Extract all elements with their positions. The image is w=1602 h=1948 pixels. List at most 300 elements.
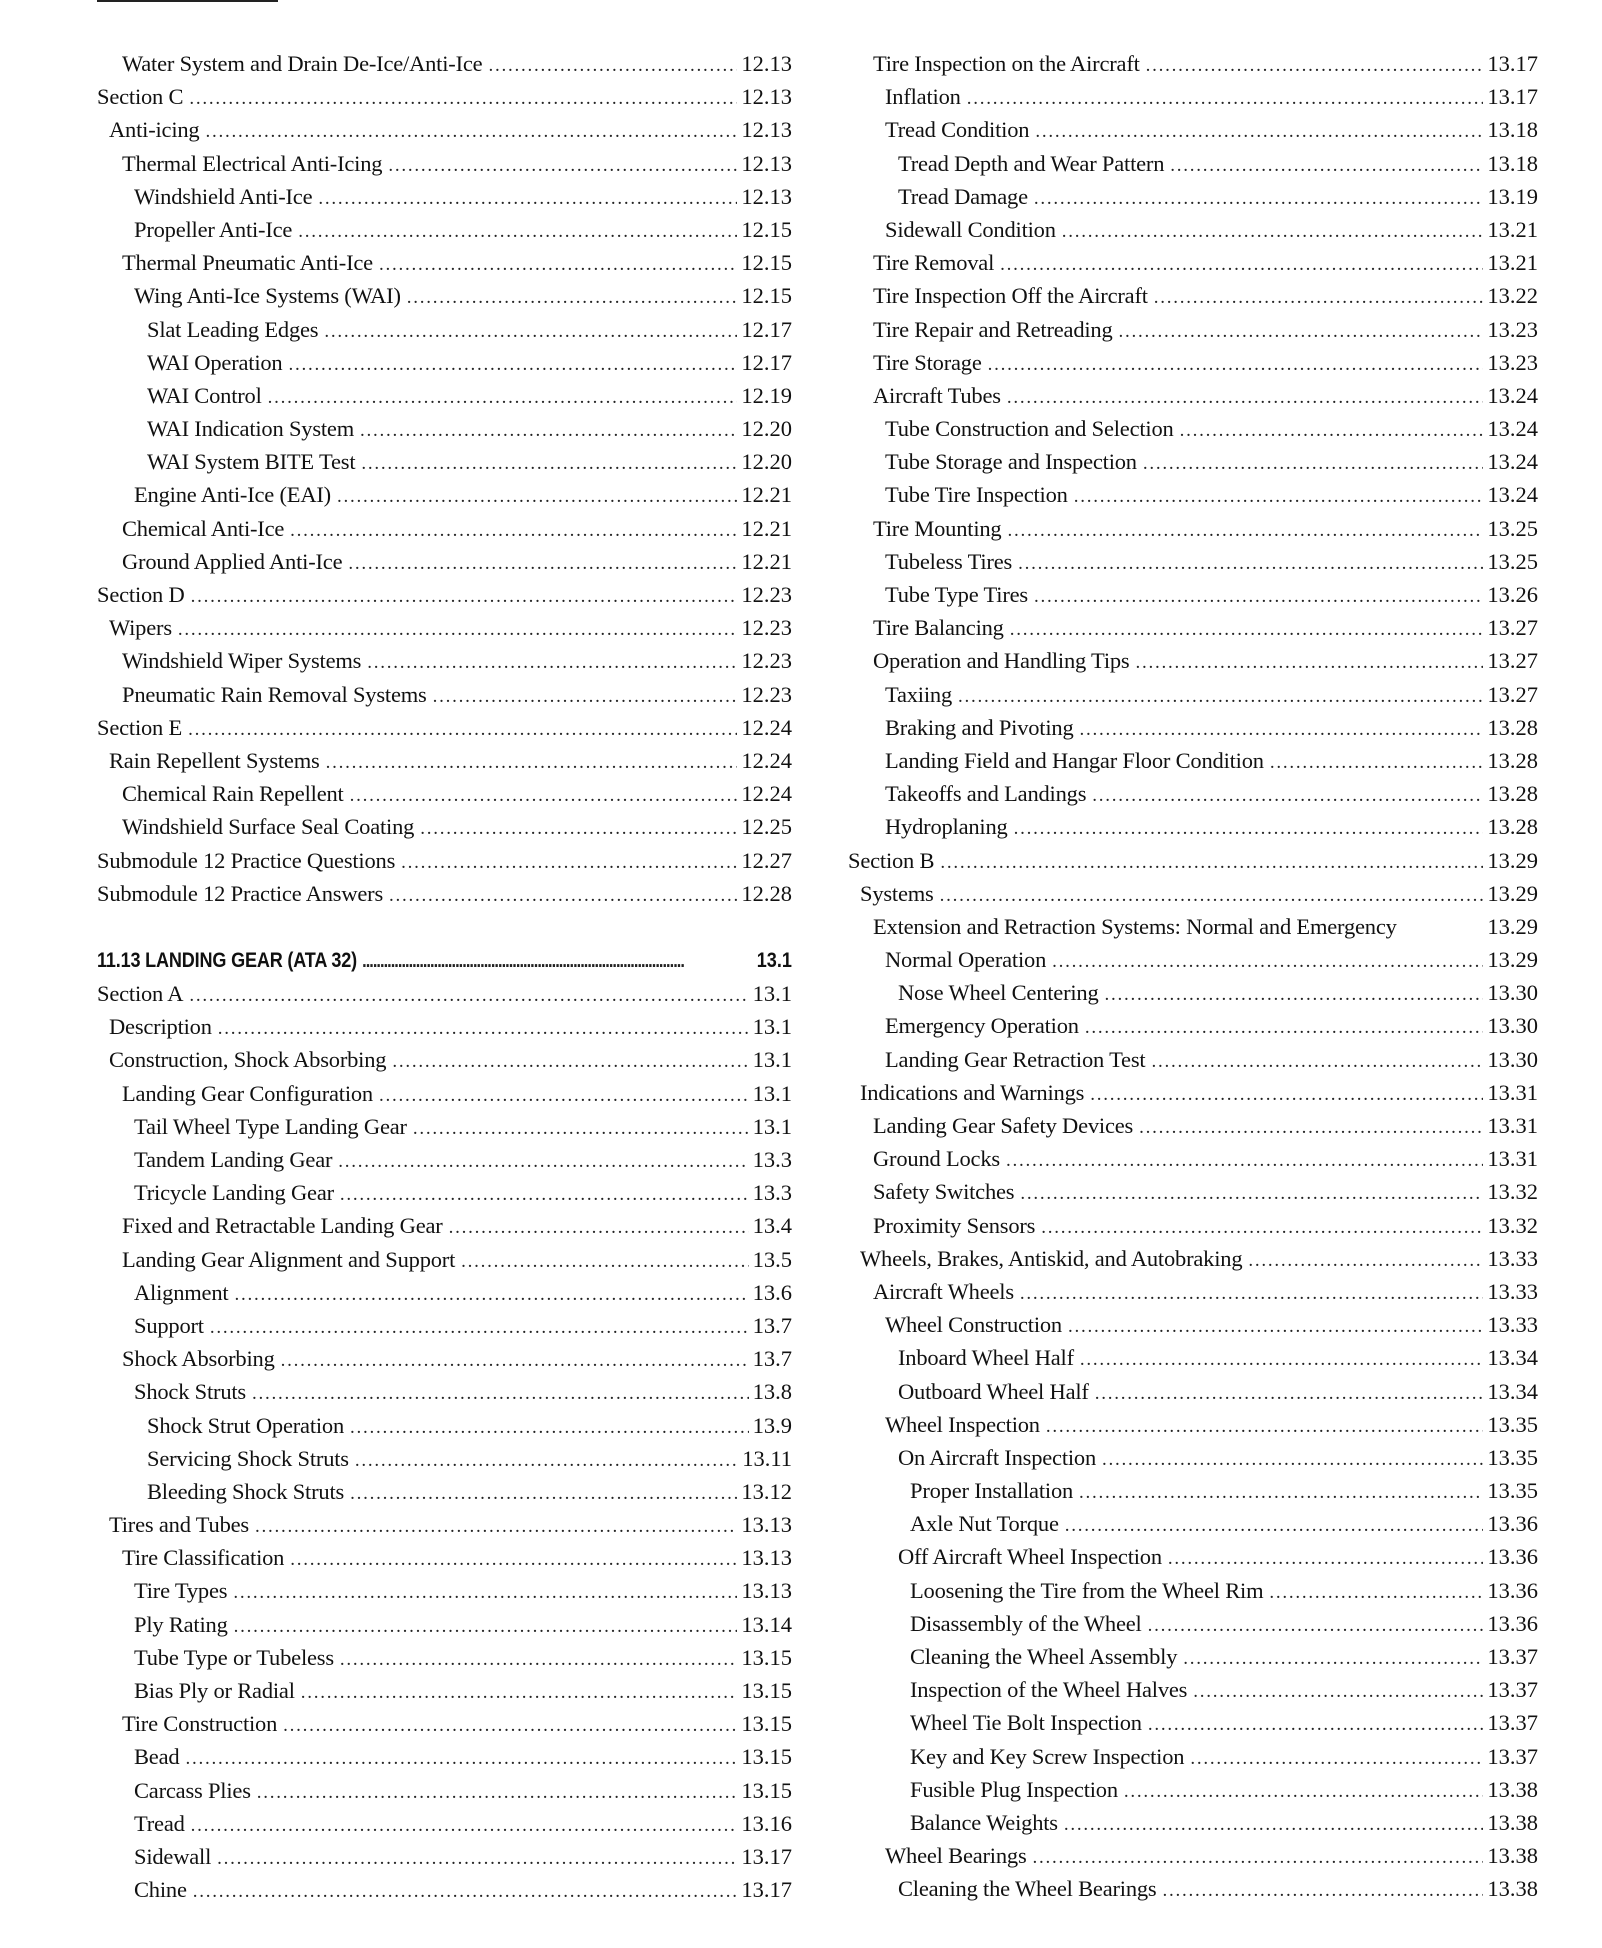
toc-entry[interactable] (848, 1839, 1538, 1872)
dot-leader (389, 879, 737, 912)
toc-entry[interactable] (848, 1607, 1538, 1640)
toc-entry[interactable] (97, 1010, 792, 1043)
toc-entry[interactable] (848, 80, 1538, 113)
toc-entry-page: 12.23 (741, 615, 792, 641)
toc-entry[interactable] (848, 611, 1538, 644)
toc-entry-title: Hydroplaning (885, 814, 1008, 840)
dot-leader (1090, 1078, 1483, 1111)
toc-entry-page: 12.23 (741, 681, 792, 707)
toc-entry[interactable] (848, 1441, 1538, 1474)
dot-leader (1052, 945, 1483, 978)
dot-leader (1000, 248, 1483, 281)
toc-entry-title: Bead (134, 1744, 180, 1770)
toc-entry-page: 13.12 (741, 1478, 792, 1504)
toc-entry-title: Extension and Retraction Systems: Normal and Emergency (873, 913, 1397, 939)
dot-leader (1248, 1244, 1483, 1277)
toc-entry[interactable] (97, 1608, 792, 1641)
toc-entry[interactable] (97, 1740, 792, 1773)
toc-entry[interactable] (848, 1706, 1538, 1739)
toc-entry[interactable] (848, 1375, 1538, 1408)
toc-entry[interactable] (97, 744, 792, 777)
toc-entry-title: Section A (97, 981, 184, 1007)
toc-entry-title: Off Aircraft Wheel Inspection (898, 1544, 1162, 1570)
dot-leader (233, 1576, 737, 1609)
toc-entry[interactable] (97, 412, 792, 445)
toc-entry-page: 12.20 (741, 449, 792, 475)
toc-entry-page: 13.38 (1487, 1843, 1538, 1869)
toc-entry[interactable] (97, 147, 792, 180)
toc-entry[interactable] (848, 678, 1538, 711)
dot-leader (1041, 1211, 1483, 1244)
toc-entry-page: 13.7 (752, 1346, 792, 1372)
toc-entry[interactable] (97, 1209, 792, 1242)
toc-entry[interactable] (97, 313, 792, 346)
toc-entry-page: 13.29 (1487, 880, 1538, 906)
toc-entry-title: Tube Storage and Inspection (885, 449, 1137, 475)
toc-entry[interactable] (848, 976, 1538, 1009)
toc-entry-title: Chemical Rain Repellent (122, 781, 344, 807)
toc-entry[interactable] (848, 1806, 1538, 1839)
toc-entry[interactable] (97, 346, 792, 379)
toc-entry[interactable] (97, 1840, 792, 1873)
toc-entry-title: Inboard Wheel Half (898, 1345, 1074, 1371)
toc-entry-title: Fusible Plug Inspection (910, 1776, 1118, 1802)
toc-entry[interactable] (848, 1408, 1538, 1441)
dot-leader (1034, 182, 1484, 215)
toc-entry-title: Tire Repair and Retreading (873, 316, 1113, 342)
toc-entry-page: 13.35 (1487, 1411, 1538, 1437)
dot-leader (1170, 149, 1483, 182)
dot-leader (1092, 779, 1483, 812)
dot-leader (298, 215, 737, 248)
toc-entry-page: 13.1 (752, 981, 792, 1007)
toc-entry[interactable] (97, 180, 792, 213)
toc-entry[interactable] (97, 478, 792, 511)
toc-entry[interactable] (848, 346, 1538, 379)
toc-entry[interactable] (848, 810, 1538, 843)
dot-leader (1183, 1642, 1483, 1675)
dot-leader (1080, 1343, 1483, 1376)
dot-leader (1020, 1277, 1483, 1310)
toc-entry-page: 13.15 (741, 1644, 792, 1670)
toc-entry-page: 13.17 (741, 1843, 792, 1869)
dot-leader (301, 1676, 738, 1709)
toc-entry-page: 13.11 (742, 1445, 792, 1471)
toc-entry[interactable] (848, 1009, 1538, 1042)
dot-leader (268, 381, 738, 414)
toc-entry-page: 13.5 (752, 1246, 792, 1272)
toc-entry-page: 13.30 (1487, 1046, 1538, 1072)
toc-entry-title: Shock Struts (134, 1379, 246, 1405)
toc-entry-title: Tires and Tubes (109, 1512, 249, 1538)
dot-leader (185, 1742, 737, 1775)
dot-leader (1080, 713, 1484, 746)
toc-entry-title: Landing Gear Alignment and Support (122, 1246, 456, 1272)
toc-entry[interactable] (97, 877, 792, 910)
dot-leader (392, 1045, 748, 1078)
toc-entry-title: Landing Gear Retraction Test (885, 1046, 1146, 1072)
toc-entry-title: Ply Rating (134, 1611, 228, 1637)
toc-entry[interactable] (848, 1175, 1538, 1208)
toc-entry[interactable] (97, 1375, 792, 1408)
toc-entry-title: Tire Removal (873, 250, 995, 276)
toc-entry-title: Windshield Anti-Ice (134, 183, 313, 209)
toc-entry[interactable] (97, 777, 792, 810)
toc-entry[interactable] (848, 478, 1538, 511)
toc-entry[interactable] (97, 1309, 792, 1342)
toc-entry[interactable] (97, 1541, 792, 1574)
dot-leader (340, 1178, 749, 1211)
toc-entry-title: Loosening the Tire from the Wheel Rim (910, 1577, 1264, 1603)
toc-entry[interactable] (97, 80, 792, 113)
toc-entry-page: 13.29 (1487, 847, 1538, 873)
toc-entry-title: Axle Nut Torque (910, 1511, 1059, 1537)
dot-leader (338, 1145, 748, 1178)
toc-entry-page: 13.30 (1487, 980, 1538, 1006)
toc-entry[interactable] (848, 512, 1538, 545)
toc-entry[interactable] (848, 1076, 1538, 1109)
toc-entry[interactable] (97, 1873, 792, 1906)
dot-leader (337, 480, 737, 513)
toc-entry[interactable] (848, 1574, 1538, 1607)
toc-entry-page: 13.28 (1487, 714, 1538, 740)
toc-entry[interactable] (97, 1674, 792, 1707)
toc-entry[interactable] (97, 1176, 792, 1209)
toc-entry[interactable] (97, 977, 792, 1010)
toc-entry-title: Wheels, Brakes, Antiskid, and Autobraking (860, 1245, 1243, 1271)
toc-entry-page: 13.38 (1487, 1809, 1538, 1835)
dot-leader (191, 1809, 738, 1842)
toc-entry-title: Proper Installation (910, 1478, 1074, 1504)
toc-entry-page: 12.21 (741, 515, 792, 541)
toc-entry-title: Tire Storage (873, 349, 982, 375)
toc-entry[interactable] (97, 1342, 792, 1375)
toc-entry-page: 13.15 (741, 1678, 792, 1703)
toc-entry[interactable] (848, 147, 1538, 180)
chapter-heading[interactable] (97, 944, 792, 977)
dot-leader (401, 846, 737, 879)
toc-entry-title: On Aircraft Inspection (898, 1444, 1097, 1470)
toc-entry[interactable] (848, 1540, 1538, 1573)
toc-entry[interactable] (848, 113, 1538, 146)
toc-entry[interactable] (848, 379, 1538, 412)
toc-entry-page: 13.36 (1487, 1544, 1538, 1570)
toc-entry-page: 13.37 (1487, 1644, 1538, 1669)
toc-entry-title: Ground Applied Anti-Ice (122, 548, 343, 574)
toc-entry-page: 13.21 (1487, 216, 1538, 242)
dot-leader (1269, 1576, 1483, 1609)
toc-entry-title: Windshield Wiper Systems (122, 648, 362, 674)
toc-entry-title: Chemical Anti-Ice (122, 515, 285, 541)
toc-entry[interactable] (97, 1409, 792, 1442)
toc-entry[interactable] (848, 445, 1538, 478)
toc-entry[interactable] (97, 1641, 792, 1674)
toc-entry-page: 13.31 (1487, 1146, 1538, 1172)
toc-entry[interactable] (848, 844, 1538, 877)
toc-entry-title: Section E (97, 714, 183, 740)
toc-entry[interactable] (97, 1807, 792, 1840)
dot-leader (283, 1709, 737, 1742)
toc-entry-page: 13.14 (741, 1611, 792, 1637)
toc-entry[interactable] (97, 644, 792, 677)
toc-entry[interactable] (97, 113, 792, 146)
toc-entry-page: 13.3 (752, 1147, 792, 1172)
toc-entry-page: 12.13 (741, 117, 792, 143)
toc-entry[interactable] (848, 1773, 1538, 1806)
toc-entry-page: 13.29 (1487, 913, 1538, 939)
toc-entry-page: 13.29 (1487, 947, 1538, 973)
dot-leader (1124, 1775, 1483, 1808)
toc-entry[interactable] (97, 1508, 792, 1541)
toc-entry-page: 12.24 (741, 747, 792, 773)
toc-entry-title: Safety Switches (873, 1179, 1015, 1205)
dot-leader (257, 1776, 738, 1809)
toc-entry[interactable] (97, 611, 792, 644)
toc-entry[interactable] (97, 545, 792, 578)
toc-entry-title: Cleaning the Wheel Assembly (910, 1644, 1178, 1669)
dot-leader (210, 1311, 749, 1344)
toc-entry[interactable] (97, 1143, 792, 1176)
toc-entry-page: 13.15 (741, 1744, 792, 1770)
toc-entry-title: Wheel Construction (885, 1312, 1062, 1338)
toc-entry-page: 12.27 (741, 847, 792, 873)
toc-entry-title: Cleaning the Wheel Bearings (898, 1876, 1157, 1902)
toc-entry[interactable] (97, 512, 792, 545)
toc-entry[interactable] (848, 711, 1538, 744)
toc-entry[interactable] (848, 943, 1538, 976)
toc-entry-title: Tail Wheel Type Landing Gear (134, 1113, 407, 1139)
toc-entry[interactable] (848, 545, 1538, 578)
toc-entry-title: WAI Operation (147, 349, 283, 375)
toc-entry[interactable] (848, 877, 1538, 910)
toc-entry[interactable] (97, 1442, 792, 1475)
dot-leader (379, 248, 737, 281)
toc-entry[interactable] (848, 246, 1538, 279)
toc-entry-title: Tube Type Tires (885, 582, 1028, 607)
toc-entry[interactable] (848, 1474, 1538, 1507)
toc-entry[interactable] (848, 313, 1538, 346)
dot-leader (1079, 1476, 1483, 1509)
toc-entry-page: 13.36 (1487, 1511, 1538, 1537)
toc-entry-title: Wheel Inspection (885, 1411, 1040, 1437)
toc-entry-title: Wheel Tie Bolt Inspection (910, 1710, 1142, 1736)
toc-entry[interactable] (848, 213, 1538, 246)
toc-entry[interactable] (97, 1077, 792, 1110)
toc-entry-page: 13.34 (1487, 1378, 1538, 1404)
toc-entry-title: Inspection of the Wheel Halves (910, 1677, 1188, 1703)
dot-leader (1074, 480, 1484, 513)
toc-entry[interactable] (97, 711, 792, 744)
toc-entry-page: 13.27 (1487, 648, 1538, 674)
toc-entry-title: Sidewall Condition (885, 216, 1056, 242)
dot-leader (1062, 215, 1484, 248)
toc-entry-page: 13.30 (1487, 1013, 1538, 1039)
toc-entry[interactable] (97, 279, 792, 312)
dot-leader (1064, 1808, 1484, 1841)
toc-entry[interactable] (97, 844, 792, 877)
toc-entry-page: 12.13 (741, 84, 792, 110)
dot-leader (420, 812, 737, 845)
toc-entry[interactable] (97, 1475, 792, 1508)
header-rule (97, 0, 278, 2)
toc-entry-title: Aircraft Wheels (873, 1278, 1014, 1304)
dot-leader (1006, 1144, 1483, 1177)
toc-entry-title: Inflation (885, 84, 961, 110)
toc-entry-page: 13.15 (741, 1711, 792, 1737)
toc-entry-title: Slat Leading Edges (147, 316, 319, 342)
toc-entry[interactable] (97, 445, 792, 478)
toc-entry-page: 12.15 (741, 216, 792, 242)
toc-entry[interactable] (848, 279, 1538, 312)
toc-entry-title: Engine Anti-Ice (EAI) (134, 482, 331, 508)
dot-leader (1148, 1609, 1484, 1642)
toc-entry-title: Section D (97, 582, 185, 607)
toc-entry[interactable] (848, 910, 1538, 943)
toc-entry-page: 13.24 (1487, 482, 1538, 508)
toc-entry[interactable] (848, 1242, 1538, 1275)
toc-entry-title: Submodule 12 Practice Questions (97, 847, 396, 873)
toc-entry[interactable] (848, 1109, 1538, 1142)
toc-entry-title: Tire Mounting (873, 515, 1002, 541)
toc-entry[interactable] (97, 1243, 792, 1276)
toc-entry[interactable] (97, 379, 792, 412)
toc-entry-page: 12.13 (741, 51, 792, 76)
dot-leader (290, 1543, 737, 1576)
toc-entry-title: Carcass Plies (134, 1777, 251, 1803)
dot-leader (1007, 381, 1484, 414)
toc-entry[interactable] (97, 1110, 792, 1143)
toc-entry-title: Pneumatic Rain Removal Systems (122, 681, 427, 707)
toc-entry-page: 13.21 (1487, 250, 1538, 276)
toc-entry-title: Water System and Drain De-Ice/Anti-Ice (122, 51, 483, 76)
toc-entry-page: 13.26 (1487, 582, 1538, 607)
toc-entry[interactable] (848, 412, 1538, 445)
dot-leader (1135, 646, 1483, 679)
toc-left-list-after-heading (97, 977, 792, 1906)
toc-entry-page: 12.17 (741, 316, 792, 342)
dot-leader (217, 1842, 737, 1875)
dot-leader (362, 945, 753, 978)
toc-entry-title: Tire Types (134, 1578, 228, 1604)
toc-entry[interactable] (97, 1774, 792, 1807)
toc-entry-page: 13.34 (1487, 1345, 1538, 1371)
toc-entry[interactable] (848, 644, 1538, 677)
toc-entry-page: 13.17 (1487, 51, 1538, 76)
toc-entry[interactable] (848, 1209, 1538, 1242)
dot-leader (191, 580, 738, 613)
toc-entry-title: Rain Repellent Systems (109, 747, 320, 773)
toc-entry-page: 13.33 (1487, 1278, 1538, 1304)
toc-entry-title: Section C (97, 84, 184, 110)
toc-entry-page: 13.23 (1487, 349, 1538, 375)
toc-entry[interactable] (848, 1872, 1538, 1905)
toc-entry-title: WAI System BITE Test (147, 449, 356, 475)
toc-entry[interactable] (848, 578, 1538, 611)
toc-entry[interactable] (848, 1275, 1538, 1308)
toc-entry[interactable] (97, 213, 792, 246)
toc-entry-title: Alignment (134, 1279, 229, 1305)
toc-entry[interactable] (848, 1740, 1538, 1773)
toc-entry-page: 13.32 (1487, 1179, 1538, 1205)
toc-entry-title: Landing Field and Hangar Floor Condition (885, 747, 1264, 773)
toc-entry[interactable] (848, 1142, 1538, 1175)
dot-leader (413, 1112, 749, 1145)
toc-entry-title: Thermal Pneumatic Anti-Ice (122, 250, 373, 276)
dot-leader (1270, 746, 1484, 779)
toc-entry-page: 13.13 (741, 1578, 792, 1604)
toc-entry-title: Tire Classification (122, 1545, 285, 1571)
toc-entry[interactable] (97, 810, 792, 843)
toc-entry[interactable] (97, 246, 792, 279)
dot-leader (188, 713, 737, 746)
toc-entry-title: Landing Gear Configuration (122, 1080, 373, 1106)
dot-leader (449, 1211, 749, 1244)
toc-entry[interactable] (848, 1341, 1538, 1374)
dot-leader (1168, 1542, 1483, 1575)
toc-entry-title: Tube Tire Inspection (885, 482, 1068, 508)
toc-entry[interactable] (97, 47, 792, 80)
toc-entry-page: 12.24 (741, 714, 792, 740)
dot-leader (318, 182, 737, 215)
dot-leader (1105, 978, 1484, 1011)
toc-entry[interactable] (97, 1276, 792, 1309)
toc-entry-page: 13.1 (752, 1014, 792, 1040)
toc-entry-title: Submodule 12 Practice Answers (97, 880, 384, 906)
toc-entry[interactable] (848, 1673, 1538, 1706)
toc-entry-page: 13.36 (1487, 1577, 1538, 1603)
toc-entry-title: Tread Depth and Wear Pattern (898, 150, 1165, 176)
toc-entry[interactable] (848, 744, 1538, 777)
toc-entry-title: WAI Control (147, 382, 262, 408)
toc-entry[interactable] (848, 777, 1538, 810)
dot-leader (1046, 1410, 1484, 1443)
toc-entry[interactable] (97, 578, 792, 611)
dot-leader (1035, 115, 1483, 148)
toc-entry-title: Servicing Shock Struts (147, 1445, 349, 1471)
dot-leader (361, 447, 737, 480)
toc-entry[interactable] (97, 1043, 792, 1076)
toc-entry[interactable] (848, 1308, 1538, 1341)
dot-leader (967, 82, 1484, 115)
dot-leader (1034, 580, 1483, 613)
toc-right-list (848, 47, 1538, 1906)
dot-leader (288, 348, 737, 381)
toc-entry[interactable] (97, 1574, 792, 1607)
toc-entry[interactable] (97, 678, 792, 711)
toc-entry-page: 13.16 (741, 1810, 792, 1836)
dot-leader (350, 1411, 749, 1444)
chapter-heading-title: 11.13 LANDING GEAR (ATA 32) (97, 948, 357, 972)
toc-entry[interactable] (848, 1507, 1538, 1540)
toc-entry-page: 13.37 (1487, 1677, 1538, 1703)
toc-entry-page: 13.35 (1487, 1444, 1538, 1470)
toc-entry[interactable] (848, 1043, 1538, 1076)
toc-entry-title: Emergency Operation (885, 1013, 1079, 1039)
toc-entry-title: Systems (860, 880, 934, 906)
toc-entry[interactable] (848, 47, 1538, 80)
toc-entry[interactable] (848, 180, 1538, 213)
toc-entry-title: Takeoffs and Landings (885, 781, 1087, 807)
dot-leader (940, 879, 1484, 912)
toc-entry-title: Tread (134, 1810, 185, 1836)
dot-leader (1143, 447, 1484, 480)
dot-leader (324, 315, 737, 348)
toc-entry[interactable] (848, 1640, 1538, 1673)
toc-entry[interactable] (97, 1707, 792, 1740)
dot-leader (1102, 1443, 1483, 1476)
toc-entry-page: 13.28 (1487, 781, 1538, 807)
toc-entry-title: Fixed and Retractable Landing Gear (122, 1213, 443, 1239)
